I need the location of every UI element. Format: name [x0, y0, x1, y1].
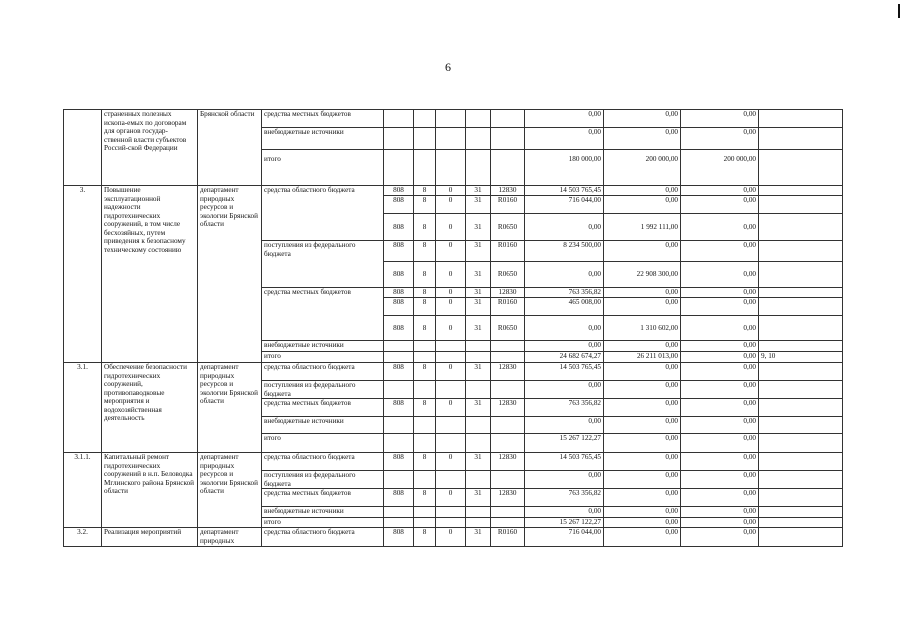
- cell-pr: [436, 471, 466, 489]
- cell-csr2: R0160: [491, 298, 525, 316]
- cell-pr: 0: [436, 196, 466, 214]
- cell-indicator: [759, 241, 843, 262]
- cell-2019: 465 008,00: [525, 298, 604, 316]
- cell-pr: [436, 341, 466, 352]
- cell-rz: 8: [414, 489, 436, 507]
- cell-2020: 0,00: [604, 110, 681, 128]
- cell-csr2: 12830: [491, 363, 525, 381]
- cell-2021: 0,00: [681, 214, 759, 241]
- cell-pr: [436, 417, 466, 434]
- cell-grbs: 808: [384, 186, 414, 196]
- cell-rz: [414, 128, 436, 150]
- cell-csr1: 31: [466, 399, 491, 417]
- cell-2019: 14 503 765,45: [525, 453, 604, 471]
- cell-2019: 0,00: [525, 341, 604, 352]
- cell-2020: 200 000,00: [604, 150, 681, 186]
- cell-csr2: [491, 471, 525, 489]
- cell-2020: 0,00: [604, 241, 681, 262]
- cell-grbs: 808: [384, 363, 414, 381]
- cell-2021: 0,00: [681, 341, 759, 352]
- cell-csr1: 31: [466, 214, 491, 241]
- cell-indicator: [759, 528, 843, 547]
- cell-2020: 0,00: [604, 518, 681, 528]
- cell-rz: [414, 110, 436, 128]
- cell-2020: 0,00: [604, 489, 681, 507]
- cell-pr: [436, 507, 466, 518]
- cell-rz: [414, 434, 436, 453]
- cell-csr1: [466, 150, 491, 186]
- cell-2019: 0,00: [525, 316, 604, 341]
- cell-rz: [414, 518, 436, 528]
- cell-name: Повышение эксплуатационной надежности гидротехнических сооружений, в том числе бесхозяйных, путем приведения к безопасному техническому состоянию: [102, 186, 198, 363]
- cell-indicator: [759, 471, 843, 489]
- cell-grbs: 808: [384, 316, 414, 341]
- cell-source: средства областного бюджета: [262, 186, 384, 241]
- cell-2021: 0,00: [681, 128, 759, 150]
- cell-pr: 0: [436, 399, 466, 417]
- cell-csr1: [466, 352, 491, 363]
- cell-2019: 0,00: [525, 381, 604, 399]
- cell-indicator: [759, 363, 843, 381]
- cell-csr2: [491, 434, 525, 453]
- cell-grbs: 808: [384, 528, 414, 547]
- cell-csr2: 12830: [491, 453, 525, 471]
- scan-edge-mark: [898, 4, 900, 18]
- cell-pr: 0: [436, 453, 466, 471]
- cell-rz: 8: [414, 298, 436, 316]
- cell-indicator: [759, 316, 843, 341]
- cell-indicator: [759, 434, 843, 453]
- cell-rz: [414, 507, 436, 518]
- cell-grbs: [384, 434, 414, 453]
- cell-2020: 0,00: [604, 453, 681, 471]
- cell-csr1: [466, 417, 491, 434]
- cell-rz: 8: [414, 214, 436, 241]
- cell-grbs: 808: [384, 196, 414, 214]
- cell-pr: [436, 352, 466, 363]
- cell-2019: 8 234 500,00: [525, 241, 604, 262]
- cell-name: страненных полезных ископа-емых по договорам для органов государ-ственной власти субъектов Россий-ской Федерации: [102, 110, 198, 186]
- cell-2019: 180 000,00: [525, 150, 604, 186]
- cell-2021: 0,00: [681, 262, 759, 288]
- cell-2020: 1 992 111,00: [604, 214, 681, 241]
- cell-csr2: R0160: [491, 528, 525, 547]
- cell-2020: 0,00: [604, 507, 681, 518]
- cell-csr2: 12830: [491, 489, 525, 507]
- cell-indicator: 9, 10: [759, 352, 843, 363]
- cell-indicator: [759, 262, 843, 288]
- cell-csr1: 31: [466, 196, 491, 214]
- cell-rz: 8: [414, 528, 436, 547]
- cell-pr: [436, 518, 466, 528]
- cell-2020: 0,00: [604, 528, 681, 547]
- cell-grbs: [384, 417, 414, 434]
- table-row: [64, 186, 843, 196]
- cell-source: поступления из федерального бюджета: [262, 381, 384, 399]
- cell-csr1: [466, 341, 491, 352]
- cell-2019: 0,00: [525, 507, 604, 518]
- cell-2020: 0,00: [604, 128, 681, 150]
- cell-pr: 0: [436, 262, 466, 288]
- cell-rz: [414, 381, 436, 399]
- cell-2021: 0,00: [681, 110, 759, 128]
- cell-source: средства областного бюджета: [262, 453, 384, 471]
- cell-csr1: [466, 507, 491, 518]
- cell-2021: 200 000,00: [681, 150, 759, 186]
- cell-2021: 0,00: [681, 196, 759, 214]
- cell-pr: [436, 110, 466, 128]
- cell-2021: 0,00: [681, 471, 759, 489]
- cell-csr1: [466, 471, 491, 489]
- cell-2020: 0,00: [604, 417, 681, 434]
- cell-csr1: 31: [466, 453, 491, 471]
- cell-rz: [414, 417, 436, 434]
- cell-2019: 14 503 765,45: [525, 363, 604, 381]
- cell-csr1: [466, 434, 491, 453]
- cell-2019: 24 682 674,27: [525, 352, 604, 363]
- cell-csr2: [491, 110, 525, 128]
- cell-2020: 1 310 602,00: [604, 316, 681, 341]
- cell-executor: департамент природных ресурсов и экологии Брянской области: [198, 186, 262, 363]
- cell-2019: 0,00: [525, 471, 604, 489]
- cell-csr1: [466, 518, 491, 528]
- cell-pr: 0: [436, 363, 466, 381]
- cell-csr2: [491, 128, 525, 150]
- cell-csr2: 12830: [491, 186, 525, 196]
- cell-csr2: [491, 341, 525, 352]
- cell-2019: 0,00: [525, 110, 604, 128]
- cell-grbs: [384, 150, 414, 186]
- cell-source: средства областного бюджета: [262, 363, 384, 381]
- cell-grbs: [384, 352, 414, 363]
- cell-pr: 0: [436, 298, 466, 316]
- cell-rz: 8: [414, 363, 436, 381]
- cell-2020: 0,00: [604, 399, 681, 417]
- cell-indicator: [759, 489, 843, 507]
- cell-pr: 0: [436, 241, 466, 262]
- cell-pr: [436, 434, 466, 453]
- cell-pr: 0: [436, 214, 466, 241]
- cell-pr: [436, 150, 466, 186]
- page-number: 6: [445, 60, 451, 74]
- cell-rz: [414, 150, 436, 186]
- cell-grbs: [384, 110, 414, 128]
- cell-csr1: 31: [466, 489, 491, 507]
- cell-indicator: [759, 381, 843, 399]
- cell-indicator: [759, 341, 843, 352]
- cell-num: [64, 110, 102, 186]
- cell-csr2: [491, 150, 525, 186]
- cell-csr2: R0160: [491, 196, 525, 214]
- cell-source: средства местных бюджетов: [262, 288, 384, 341]
- cell-indicator: [759, 288, 843, 298]
- table-row: [64, 363, 843, 381]
- cell-rz: [414, 352, 436, 363]
- cell-2019: 0,00: [525, 128, 604, 150]
- cell-2020: 26 211 013,00: [604, 352, 681, 363]
- cell-rz: 8: [414, 196, 436, 214]
- cell-executor: департамент природных ресурсов и экологии Брянской области: [198, 453, 262, 528]
- cell-grbs: 808: [384, 288, 414, 298]
- cell-2021: 0,00: [681, 434, 759, 453]
- cell-csr2: R0650: [491, 214, 525, 241]
- cell-indicator: [759, 150, 843, 186]
- cell-2021: 0,00: [681, 417, 759, 434]
- table-row: [64, 528, 843, 547]
- cell-grbs: 808: [384, 298, 414, 316]
- cell-executor: департамент природных: [198, 528, 262, 547]
- table-row: [64, 453, 843, 471]
- cell-pr: 0: [436, 316, 466, 341]
- cell-num: 3.: [64, 186, 102, 363]
- cell-csr2: 12830: [491, 399, 525, 417]
- cell-2020: 0,00: [604, 434, 681, 453]
- cell-rz: 8: [414, 186, 436, 196]
- cell-grbs: 808: [384, 262, 414, 288]
- cell-executor: Брянской области: [198, 110, 262, 186]
- cell-2021: 0,00: [681, 316, 759, 341]
- cell-2019: 763 356,82: [525, 288, 604, 298]
- cell-indicator: [759, 186, 843, 196]
- cell-rz: [414, 471, 436, 489]
- cell-grbs: [384, 128, 414, 150]
- cell-csr2: [491, 352, 525, 363]
- cell-csr2: R0650: [491, 262, 525, 288]
- cell-grbs: 808: [384, 214, 414, 241]
- cell-2019: 716 044,00: [525, 528, 604, 547]
- cell-2020: 0,00: [604, 381, 681, 399]
- cell-pr: [436, 381, 466, 399]
- cell-num: 3.1.: [64, 363, 102, 453]
- cell-indicator: [759, 518, 843, 528]
- cell-source: средства местных бюджетов: [262, 489, 384, 507]
- cell-source: поступления из федерального бюджета: [262, 241, 384, 288]
- cell-2021: 0,00: [681, 298, 759, 316]
- cell-pr: 0: [436, 186, 466, 196]
- cell-2019: 716 044,00: [525, 196, 604, 214]
- cell-csr2: [491, 518, 525, 528]
- cell-rz: 8: [414, 288, 436, 298]
- cell-source: итого: [262, 352, 384, 363]
- cell-csr2: [491, 507, 525, 518]
- cell-2021: 0,00: [681, 453, 759, 471]
- cell-csr2: 12830: [491, 288, 525, 298]
- cell-2019: 15 267 122,27: [525, 518, 604, 528]
- cell-2021: 0,00: [681, 489, 759, 507]
- cell-2019: 0,00: [525, 417, 604, 434]
- cell-source: итого: [262, 518, 384, 528]
- budget-table: [63, 109, 843, 547]
- cell-rz: 8: [414, 262, 436, 288]
- cell-csr2: [491, 381, 525, 399]
- cell-2021: 0,00: [681, 507, 759, 518]
- cell-indicator: [759, 128, 843, 150]
- cell-csr1: 31: [466, 241, 491, 262]
- cell-grbs: [384, 381, 414, 399]
- cell-grbs: [384, 341, 414, 352]
- cell-grbs: 808: [384, 453, 414, 471]
- cell-source: средства областного бюджета: [262, 528, 384, 547]
- table-row: [64, 110, 843, 128]
- cell-grbs: 808: [384, 489, 414, 507]
- cell-csr1: 31: [466, 298, 491, 316]
- cell-indicator: [759, 453, 843, 471]
- cell-2021: 0,00: [681, 352, 759, 363]
- cell-csr1: 31: [466, 528, 491, 547]
- cell-csr1: 31: [466, 363, 491, 381]
- cell-source: средства местных бюджетов: [262, 110, 384, 128]
- cell-csr1: 31: [466, 186, 491, 196]
- cell-2020: 0,00: [604, 288, 681, 298]
- cell-rz: 8: [414, 399, 436, 417]
- cell-2019: 0,00: [525, 214, 604, 241]
- cell-2021: 0,00: [681, 363, 759, 381]
- cell-source: внебюджетные источники: [262, 341, 384, 352]
- cell-pr: [436, 128, 466, 150]
- cell-csr2: [491, 417, 525, 434]
- cell-2020: 0,00: [604, 341, 681, 352]
- cell-executor: департамент природных ресурсов и экологии Брянской области: [198, 363, 262, 453]
- cell-indicator: [759, 298, 843, 316]
- cell-2020: 0,00: [604, 186, 681, 196]
- cell-2021: 0,00: [681, 186, 759, 196]
- cell-2021: 0,00: [681, 241, 759, 262]
- cell-source: внебюджетные источники: [262, 128, 384, 150]
- cell-name: Обеспечение безопасности гидротехнических сооружений, противопаводковые мероприятия и водохозяйственная деятельность: [102, 363, 198, 453]
- cell-2021: 0,00: [681, 288, 759, 298]
- cell-csr2: R0160: [491, 241, 525, 262]
- cell-grbs: [384, 507, 414, 518]
- cell-num: 3.1.1.: [64, 453, 102, 528]
- cell-source: средства местных бюджетов: [262, 399, 384, 417]
- cell-grbs: 808: [384, 399, 414, 417]
- cell-source: поступления из федерального бюджета: [262, 471, 384, 489]
- cell-csr1: 31: [466, 316, 491, 341]
- cell-source: внебюджетные источники: [262, 417, 384, 434]
- cell-name: Капитальный ремонт гидротехнических сооружений в н.п. Беловодка Мглинского района Брянской области: [102, 453, 198, 528]
- cell-csr1: 31: [466, 288, 491, 298]
- cell-name: Реализация мероприятий: [102, 528, 198, 547]
- cell-pr: 0: [436, 489, 466, 507]
- cell-2021: 0,00: [681, 518, 759, 528]
- cell-source: внебюджетные источники: [262, 507, 384, 518]
- cell-grbs: 808: [384, 241, 414, 262]
- cell-grbs: [384, 518, 414, 528]
- cell-csr1: 31: [466, 262, 491, 288]
- cell-rz: 8: [414, 241, 436, 262]
- cell-csr2: R0650: [491, 316, 525, 341]
- cell-2020: 0,00: [604, 298, 681, 316]
- cell-indicator: [759, 507, 843, 518]
- cell-indicator: [759, 399, 843, 417]
- cell-pr: 0: [436, 288, 466, 298]
- cell-2019: 763 356,82: [525, 489, 604, 507]
- cell-source: итого: [262, 434, 384, 453]
- cell-rz: 8: [414, 453, 436, 471]
- cell-2019: 14 503 765,45: [525, 186, 604, 196]
- cell-csr1: [466, 128, 491, 150]
- cell-2020: 0,00: [604, 471, 681, 489]
- cell-indicator: [759, 417, 843, 434]
- cell-2019: 763 356,82: [525, 399, 604, 417]
- cell-source: итого: [262, 150, 384, 186]
- cell-rz: [414, 341, 436, 352]
- cell-rz: 8: [414, 316, 436, 341]
- cell-indicator: [759, 110, 843, 128]
- cell-2020: 22 908 300,00: [604, 262, 681, 288]
- cell-2020: 0,00: [604, 196, 681, 214]
- cell-2020: 0,00: [604, 363, 681, 381]
- cell-pr: 0: [436, 528, 466, 547]
- cell-num: 3.2.: [64, 528, 102, 547]
- cell-csr1: [466, 110, 491, 128]
- cell-csr1: [466, 381, 491, 399]
- cell-indicator: [759, 214, 843, 241]
- cell-2021: 0,00: [681, 381, 759, 399]
- cell-grbs: [384, 471, 414, 489]
- cell-2019: 0,00: [525, 262, 604, 288]
- cell-2021: 0,00: [681, 399, 759, 417]
- cell-indicator: [759, 196, 843, 214]
- cell-2019: 15 267 122,27: [525, 434, 604, 453]
- cell-2021: 0,00: [681, 528, 759, 547]
